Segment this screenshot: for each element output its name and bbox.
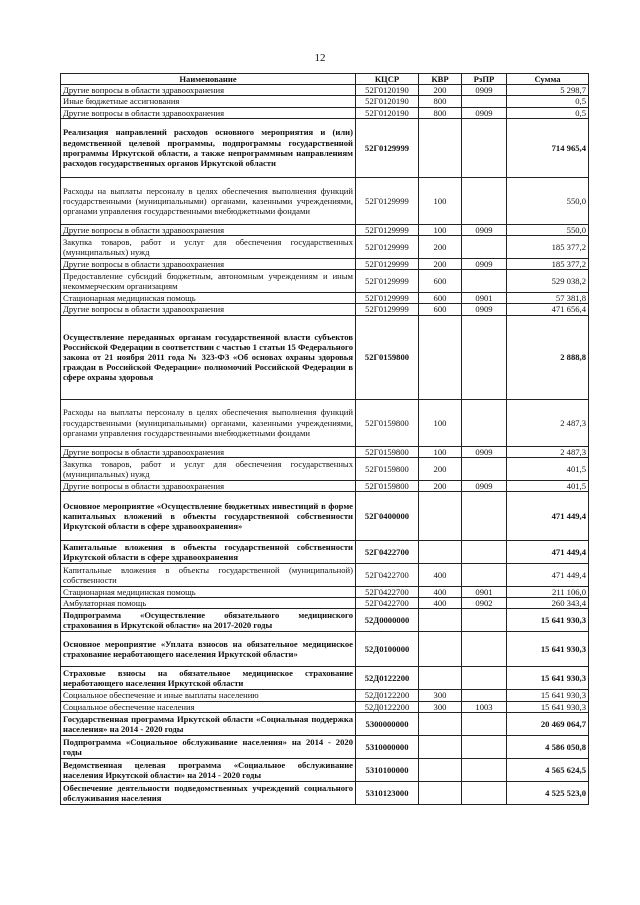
cell-kcsr: 52Г0159800 — [356, 446, 419, 457]
cell-name: Подпрограмма «Осуществление обязательного медицинского страхования в Иркутской области» на 2017-2020 годы — [61, 609, 356, 632]
table-row — [61, 598, 589, 609]
cell-kcsr: 52Г0120190 — [356, 96, 419, 107]
cell-rzpr — [462, 177, 507, 224]
table-row — [61, 667, 589, 690]
cell-kvr — [419, 781, 462, 804]
cell-kvr: 200 — [419, 85, 462, 96]
cell-kcsr: 5310000000 — [356, 735, 419, 758]
cell-kvr: 400 — [419, 598, 462, 609]
table-row — [61, 259, 589, 270]
cell-name: Другие вопросы в области здравоохранения — [61, 224, 356, 235]
page-number: 12 — [314, 52, 326, 64]
cell-sum: 15 641 930,3 — [507, 632, 589, 667]
table-body — [61, 85, 589, 805]
cell-kcsr: 5300000000 — [356, 712, 419, 735]
cell-name: Подпрограмма «Социальное обслуживание населения» на 2014 - 2020 годы — [61, 735, 356, 758]
cell-kvr: 200 — [419, 259, 462, 270]
cell-sum: 471 449,4 — [507, 541, 589, 564]
cell-sum: 714 965,4 — [507, 118, 589, 177]
table-row — [61, 446, 589, 457]
cell-kcsr: 52Г0159800 — [356, 315, 419, 399]
cell-name: Социальное обеспечение населения — [61, 701, 356, 712]
cell-sum: 4 586 050,8 — [507, 735, 589, 758]
cell-kvr — [419, 609, 462, 632]
cell-kvr: 800 — [419, 96, 462, 107]
table-row — [61, 609, 589, 632]
cell-kvr: 300 — [419, 701, 462, 712]
cell-rzpr — [462, 118, 507, 177]
cell-sum: 4 525 523,0 — [507, 781, 589, 804]
table-row — [61, 85, 589, 96]
header-kvr: КВР — [419, 74, 462, 85]
cell-kcsr: 52Г0120190 — [356, 107, 419, 118]
cell-kvr: 100 — [419, 224, 462, 235]
cell-name: Другие вопросы в области здравоохранения — [61, 446, 356, 457]
table-row — [61, 304, 589, 315]
cell-rzpr: 0909 — [462, 304, 507, 315]
cell-sum: 550,0 — [507, 177, 589, 224]
table-header-row — [61, 74, 589, 85]
cell-kvr — [419, 712, 462, 735]
cell-name: Обеспечение деятельности подведомственных учреждений социального обслуживания населения — [61, 781, 356, 804]
cell-name: Капитальные вложения в объекты государственной собственности Иркутской области в сфере здравоохранения — [61, 541, 356, 564]
cell-sum: 57 381,8 — [507, 293, 589, 304]
cell-kvr: 300 — [419, 690, 462, 701]
cell-name: Предоставление субсидий бюджетным, автономным учреждениям и иным некоммерческим организациям — [61, 270, 356, 293]
cell-rzpr: 0909 — [462, 85, 507, 96]
cell-name: Другие вопросы в области здравоохранения — [61, 259, 356, 270]
cell-sum: 5 298,7 — [507, 85, 589, 96]
cell-kcsr: 52Г0129999 — [356, 224, 419, 235]
table-row — [61, 457, 589, 480]
cell-kvr: 800 — [419, 107, 462, 118]
table-row — [61, 632, 589, 667]
table-row — [61, 107, 589, 118]
cell-kcsr: 52Г0129999 — [356, 293, 419, 304]
cell-sum: 2 487,3 — [507, 399, 589, 446]
cell-kvr: 600 — [419, 270, 462, 293]
cell-sum: 20 469 064,7 — [507, 712, 589, 735]
cell-kvr — [419, 632, 462, 667]
table-row — [61, 399, 589, 446]
cell-kcsr: 52Г0129999 — [356, 118, 419, 177]
cell-name: Другие вопросы в области здравоохранения — [61, 480, 356, 491]
cell-rzpr — [462, 315, 507, 399]
cell-sum: 4 565 624,5 — [507, 758, 589, 781]
cell-rzpr: 0901 — [462, 587, 507, 598]
cell-rzpr: 0909 — [462, 107, 507, 118]
cell-rzpr: 0902 — [462, 598, 507, 609]
cell-kcsr: 5310123000 — [356, 781, 419, 804]
table-row — [61, 564, 589, 587]
cell-sum: 185 377,2 — [507, 259, 589, 270]
table-row — [61, 236, 589, 259]
cell-kcsr: 52Г0129999 — [356, 259, 419, 270]
table-row — [61, 690, 589, 701]
cell-kcsr: 52Г0129999 — [356, 304, 419, 315]
cell-name: Другие вопросы в области здравоохранения — [61, 107, 356, 118]
cell-kvr — [419, 667, 462, 690]
cell-kcsr: 52Г0159800 — [356, 457, 419, 480]
cell-kcsr: 52Д0122200 — [356, 667, 419, 690]
cell-rzpr — [462, 541, 507, 564]
cell-name: Государственная программа Иркутской области «Социальная поддержка населения» на 2014 - 2020 годы — [61, 712, 356, 735]
cell-name: Амбулаторная помощь — [61, 598, 356, 609]
table-row — [61, 315, 589, 399]
cell-kcsr: 52Г0422700 — [356, 598, 419, 609]
cell-name: Страховые взносы на обязательное медицинское страхование неработающего населения Иркутской области — [61, 667, 356, 690]
cell-rzpr — [462, 758, 507, 781]
cell-name: Ведомственная целевая программа «Социальное обслуживание населения Иркутской области» на 2014 - 2020 годы — [61, 758, 356, 781]
header-sum: Сумма — [507, 74, 589, 85]
cell-kcsr: 52Г0422700 — [356, 564, 419, 587]
cell-kcsr: 52Г0129999 — [356, 177, 419, 224]
cell-sum: 2 487,3 — [507, 446, 589, 457]
cell-name: Реализация направлений расходов основного мероприятия и (или) ведомственной целевой программы, подпрограммы государственной программы Иркутской области, а также непрограммным направлениям расходов государственных органов Иркутской области — [61, 118, 356, 177]
cell-kvr: 200 — [419, 236, 462, 259]
cell-sum: 529 038,2 — [507, 270, 589, 293]
cell-name: Расходы на выплаты персоналу в целях обеспечения выполнения функций государственными (муниципальными) органами, казенными учреждениями, органами управления государственными внебюджетными фондами — [61, 177, 356, 224]
cell-sum: 401,5 — [507, 457, 589, 480]
cell-sum: 15 641 930,3 — [507, 609, 589, 632]
cell-name: Социальное обеспечение и иные выплаты населению — [61, 690, 356, 701]
cell-rzpr: 0909 — [462, 446, 507, 457]
cell-name: Основное мероприятие «Уплата взносов на обязательное медицинское страхование неработающего населения Иркутской области» — [61, 632, 356, 667]
cell-rzpr — [462, 399, 507, 446]
table-row — [61, 177, 589, 224]
cell-sum: 185 377,2 — [507, 236, 589, 259]
cell-kcsr: 52Г0129999 — [356, 270, 419, 293]
cell-kcsr: 52Г0159800 — [356, 399, 419, 446]
cell-kcsr: 52Г0422700 — [356, 587, 419, 598]
cell-kvr — [419, 758, 462, 781]
cell-kvr — [419, 118, 462, 177]
cell-name: Стационарная медицинская помощь — [61, 587, 356, 598]
cell-kvr: 100 — [419, 399, 462, 446]
cell-rzpr — [462, 96, 507, 107]
cell-name: Осуществление переданных органам государственной власти субъектов Российской Федерации в соответствии с частью 1 статьи 15 Федерального закона от 21 ноября 2011 года № 323-ФЗ «Об основах охраны здоровья граждан в Российской Федерации» полномочий Российской Федерации в сфере охраны здоровья — [61, 315, 356, 399]
cell-rzpr — [462, 735, 507, 758]
header-rzpr: РзПР — [462, 74, 507, 85]
table-row — [61, 541, 589, 564]
cell-sum: 550,0 — [507, 224, 589, 235]
cell-rzpr — [462, 632, 507, 667]
table-row — [61, 781, 589, 804]
cell-sum: 2 888,8 — [507, 315, 589, 399]
cell-rzpr — [462, 667, 507, 690]
cell-kvr: 200 — [419, 457, 462, 480]
cell-name: Расходы на выплаты персоналу в целях обеспечения выполнения функций государственными (муниципальными) органами, казенными учреждениями, органами управления государственными внебюджетными фондами — [61, 399, 356, 446]
cell-name: Иные бюджетные ассигнования — [61, 96, 356, 107]
cell-kcsr: 52Г0120190 — [356, 85, 419, 96]
cell-name: Закупка товаров, работ и услуг для обеспечения государственных (муниципальных) нужд — [61, 457, 356, 480]
cell-kvr: 100 — [419, 446, 462, 457]
cell-name: Стационарная медицинская помощь — [61, 293, 356, 304]
cell-rzpr — [462, 492, 507, 541]
table-row — [61, 96, 589, 107]
cell-sum: 471 449,4 — [507, 492, 589, 541]
cell-rzpr: 1003 — [462, 701, 507, 712]
cell-kvr: 600 — [419, 293, 462, 304]
cell-kvr — [419, 541, 462, 564]
cell-sum: 15 641 930,3 — [507, 690, 589, 701]
cell-kcsr: 52Д0100000 — [356, 632, 419, 667]
cell-rzpr — [462, 564, 507, 587]
cell-sum: 260 343,4 — [507, 598, 589, 609]
cell-kvr: 100 — [419, 177, 462, 224]
cell-kvr: 200 — [419, 480, 462, 491]
table-row — [61, 293, 589, 304]
cell-kvr: 600 — [419, 304, 462, 315]
table-row — [61, 701, 589, 712]
cell-kcsr: 52Д0122200 — [356, 690, 419, 701]
cell-sum: 15 641 930,3 — [507, 701, 589, 712]
cell-rzpr — [462, 236, 507, 259]
cell-rzpr — [462, 690, 507, 701]
cell-kcsr: 5310100000 — [356, 758, 419, 781]
cell-kcsr: 52Г0159800 — [356, 480, 419, 491]
cell-name: Закупка товаров, работ и услуг для обеспечения государственных (муниципальных) нужд — [61, 236, 356, 259]
cell-kvr — [419, 315, 462, 399]
cell-rzpr — [462, 457, 507, 480]
cell-kcsr: 52Д0122200 — [356, 701, 419, 712]
cell-sum: 211 106,0 — [507, 587, 589, 598]
table-row — [61, 735, 589, 758]
cell-name: Другие вопросы в области здравоохранения — [61, 85, 356, 96]
cell-kvr — [419, 735, 462, 758]
cell-rzpr: 0909 — [462, 259, 507, 270]
cell-rzpr — [462, 781, 507, 804]
table-row — [61, 118, 589, 177]
cell-rzpr — [462, 270, 507, 293]
cell-name: Основное мероприятие «Осуществление бюджетных инвестиций в форме капитальных вложений в объекты государственной собственности Иркутской области в сфере здравоохранения» — [61, 492, 356, 541]
cell-sum: 471 449,4 — [507, 564, 589, 587]
cell-rzpr — [462, 712, 507, 735]
cell-kcsr: 52Д0000000 — [356, 609, 419, 632]
cell-kvr: 400 — [419, 587, 462, 598]
cell-sum: 471 656,4 — [507, 304, 589, 315]
cell-kcsr: 52Г0400000 — [356, 492, 419, 541]
cell-sum: 0,5 — [507, 107, 589, 118]
cell-sum: 0,5 — [507, 96, 589, 107]
cell-kcsr: 52Г0129999 — [356, 236, 419, 259]
table-row — [61, 587, 589, 598]
cell-name: Капитальные вложения в объекты государственной (муниципальной) собственности — [61, 564, 356, 587]
cell-sum: 401,5 — [507, 480, 589, 491]
table-row — [61, 480, 589, 491]
cell-rzpr: 0901 — [462, 293, 507, 304]
cell-kcsr: 52Г0422700 — [356, 541, 419, 564]
table-row — [61, 270, 589, 293]
header-kcsr: КЦСР — [356, 74, 419, 85]
cell-kvr — [419, 492, 462, 541]
cell-rzpr — [462, 609, 507, 632]
cell-sum: 15 641 930,3 — [507, 667, 589, 690]
cell-rzpr: 0909 — [462, 224, 507, 235]
table-row — [61, 712, 589, 735]
cell-kvr: 400 — [419, 564, 462, 587]
cell-rzpr: 0909 — [462, 480, 507, 491]
table-row — [61, 758, 589, 781]
table-row — [61, 224, 589, 235]
budget-table — [60, 73, 589, 805]
header-name: Наименование — [61, 74, 356, 85]
table-row — [61, 492, 589, 541]
cell-name: Другие вопросы в области здравоохранения — [61, 304, 356, 315]
